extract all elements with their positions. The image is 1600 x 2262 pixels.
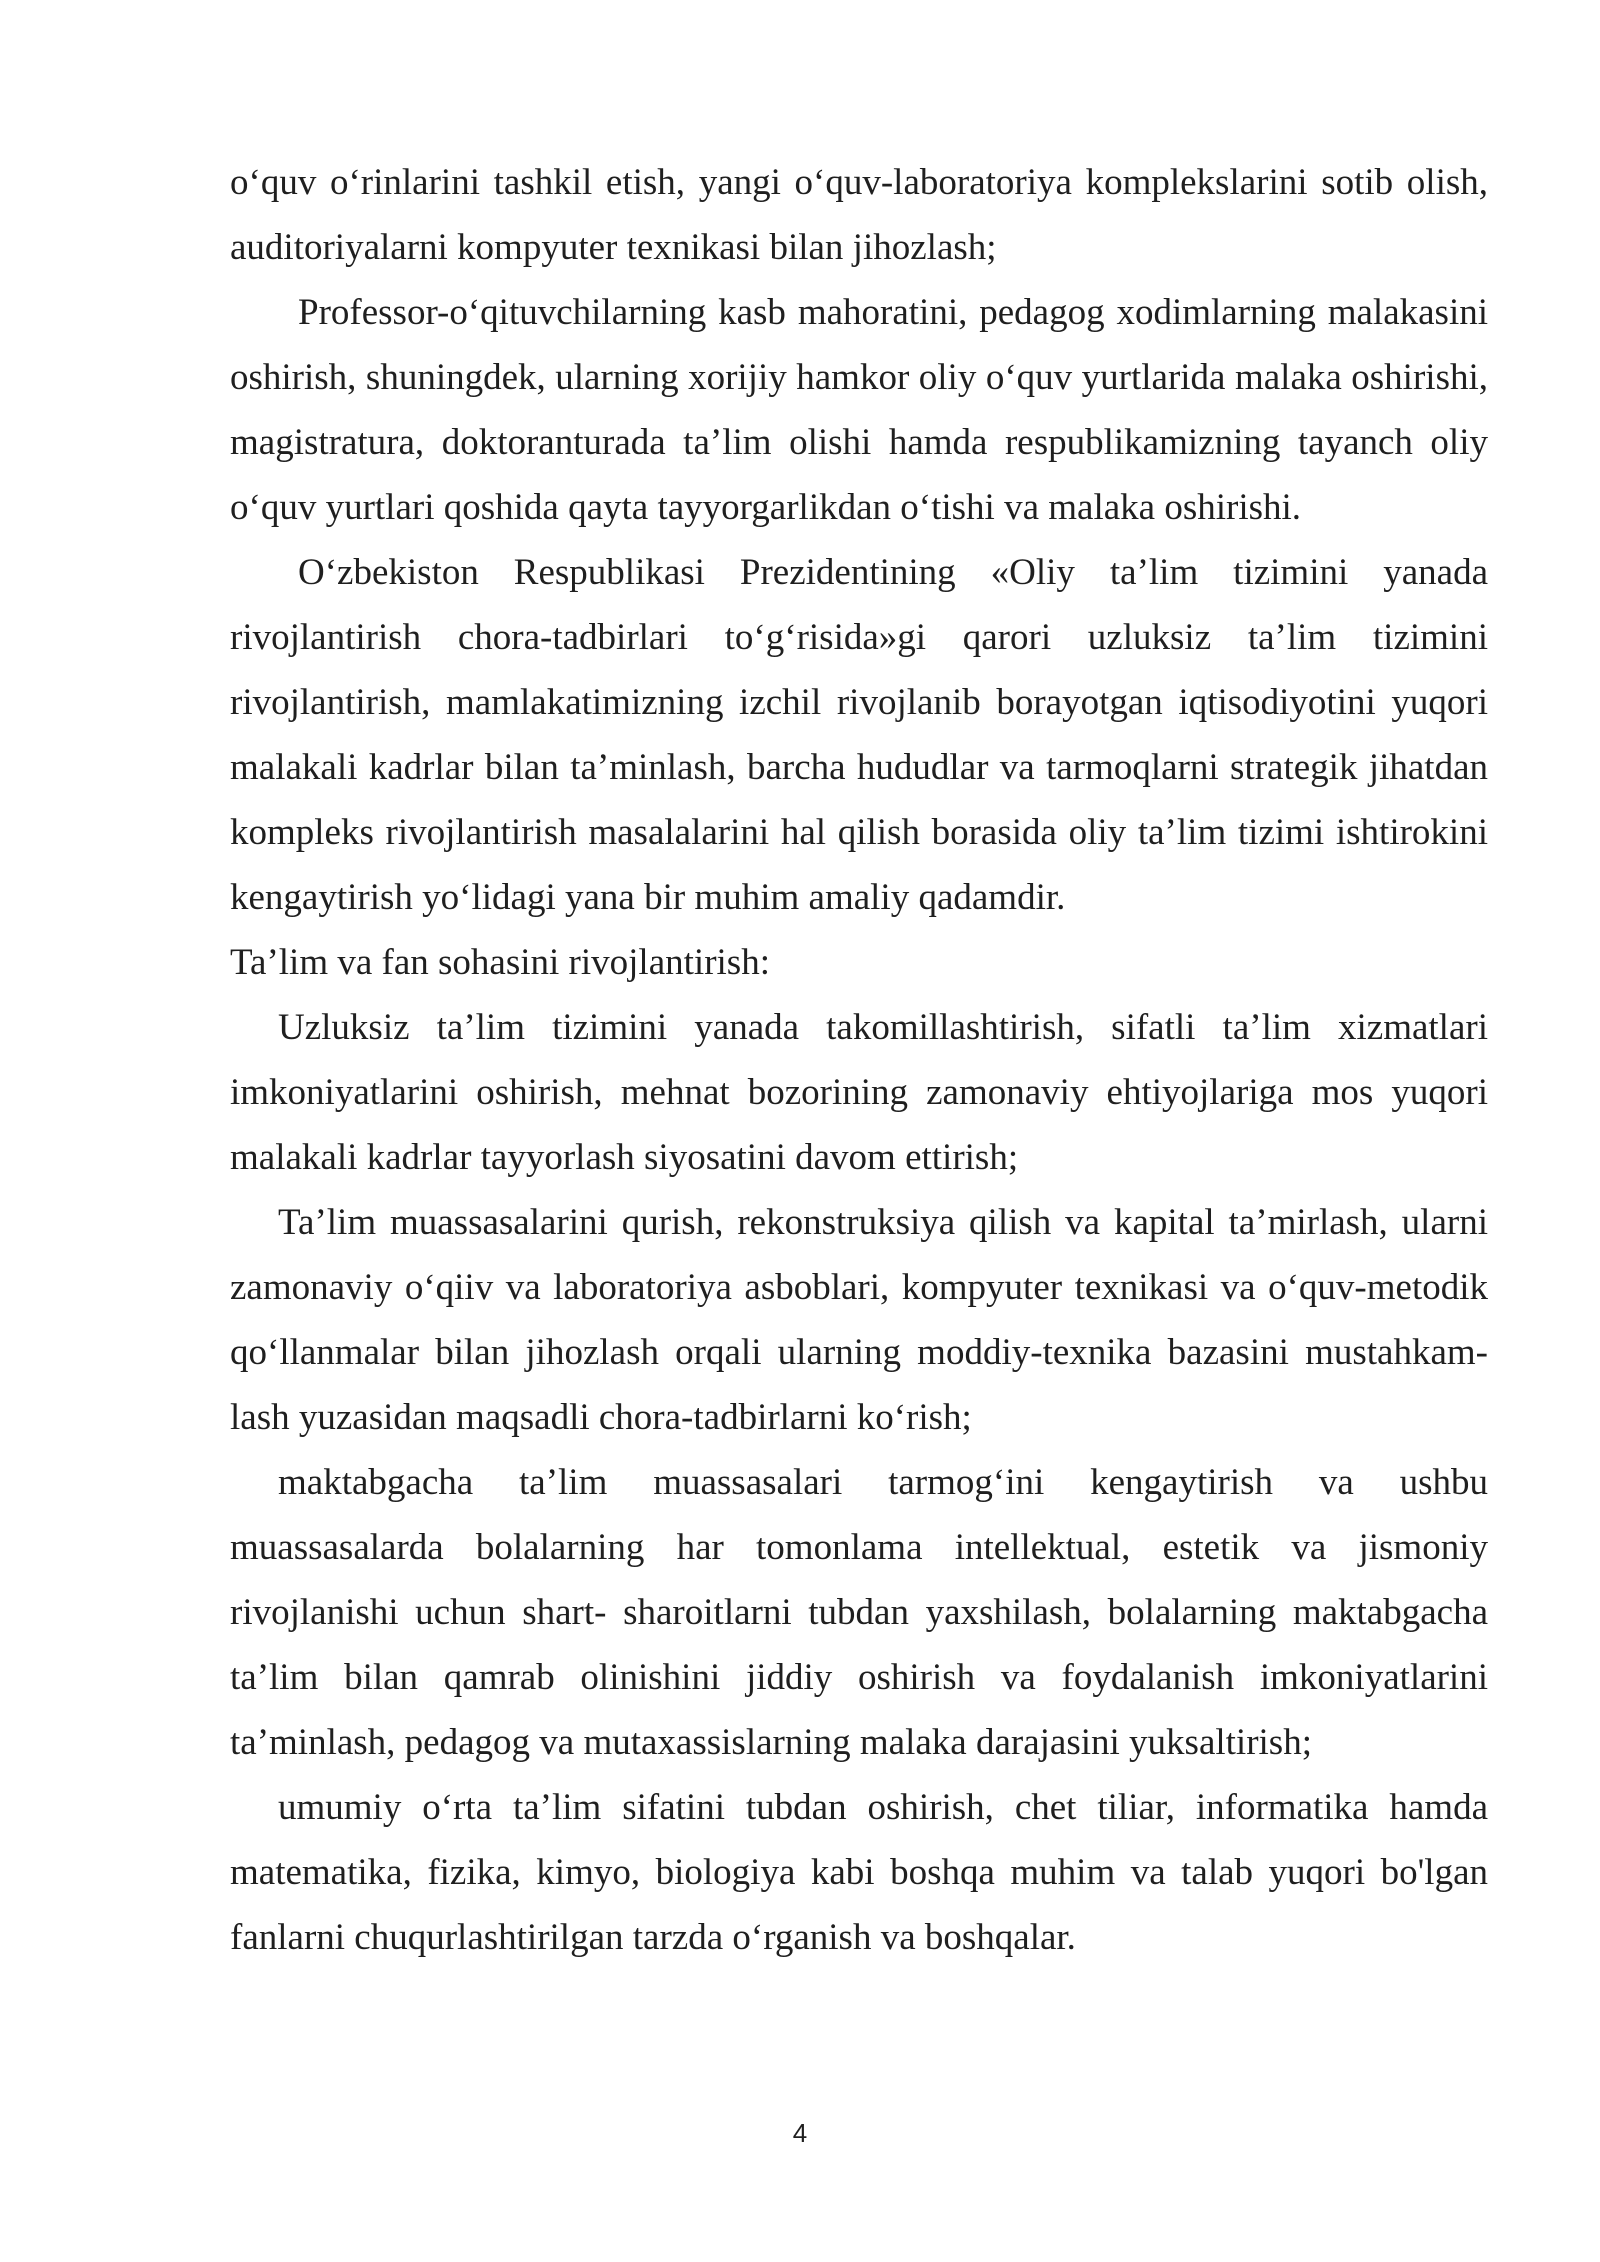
paragraph-8: umumiy o‘rta ta’lim sifatini tubdan oshirish, chet tiliar, informatika hamda matematika, fizika, kimyo, biologiya kabi boshqa muhim va talab yuqori bo'lgan fanlarni chuqurlashtirilgan tarzda o‘rganish va boshqalar. [230, 1787, 1488, 1958]
section-heading: Ta’lim va fan sohasini rivojlantirish: [230, 942, 770, 983]
page-number: 4 [792, 2118, 808, 2148]
paragraph-5: Uzluksiz ta’lim tizimini yanada takomillashtirish, sifatli ta’lim xizmatlari imkoniyatlarini oshirish, mehnat bozorining zamonaviy ehtiyojlariga mos yuqori malakali kadrlar tayyorlash siyosatini davom ettirish; [230, 1007, 1488, 1178]
document-body [230, 150, 1488, 1970]
paragraph-1: o‘quv o‘rinlarini tashkil etish, yangi o‘quv-laboratoriya komplekslarini sotib olish, auditoriyalarni kompyuter texnikasi bilan jihozlash; [230, 162, 1488, 268]
paragraph-3: O‘zbekiston Respublikasi Prezidentining «Oliy ta’lim tizimini yanada rivojlantirish chora-tadbirlari to‘g‘risida»gi qarori uzluksiz ta’lim tizimini rivojlantirish, mamlakatimizning izchil rivojlanib borayotgan iqtisodiyotini yuqori malakali kadrlar bilan ta’minlash, barcha hududlar va tarmoqlarni strategik jihatdan kompleks rivojlantirish masalalarini hal qilish borasida oliy ta’lim tizimi ishtirokini kengaytirish yo‘lidagi yana bir muhim amaliy qadamdir. [230, 552, 1488, 918]
paragraph-6: Ta’lim muassasalarini qurish, rekonstruksiya qilish va kapital ta’mirlash, ularni zamonaviy o‘qiiv va laboratoriya asboblari, kompyuter texnikasi va o‘quv-metodik qo‘llanmalar bilan jihozlash orqali ularning moddiy-texnika bazasini mustahkam-lash yuzasidan maqsadli chora-tadbirlarni ko‘rish; [230, 1202, 1488, 1438]
paragraph-2: Professor-o‘qituvchilarning kasb mahoratini, pedagog xodimlarning malakasini oshirish, shuningdek, ularning xorijiy hamkor oliy o‘quv yurtlarida malaka oshirishi, magistratura, doktoranturada ta’lim olishi hamda respublikamizning tayanch oliy o‘quv yurtlari qoshida qayta tayyorgarlikdan o‘tishi va malaka oshirishi. [230, 292, 1488, 528]
paragraph-7: maktabgacha ta’lim muassasalari tarmog‘ini kengaytirish va ushbu muassasalarda bolalarning har tomonlama intellektual, estetik va jismoniy rivojlanishi uchun shart- sharoitlarni tubdan yaxshilash, bolalarning maktabgacha ta’lim bilan qamrab olinishini jiddiy oshirish va foydalanish imkoniyatlarini ta’minlash, pedagog va mutaxassislarning malaka darajasini yuksaltirish; [230, 1462, 1488, 1763]
